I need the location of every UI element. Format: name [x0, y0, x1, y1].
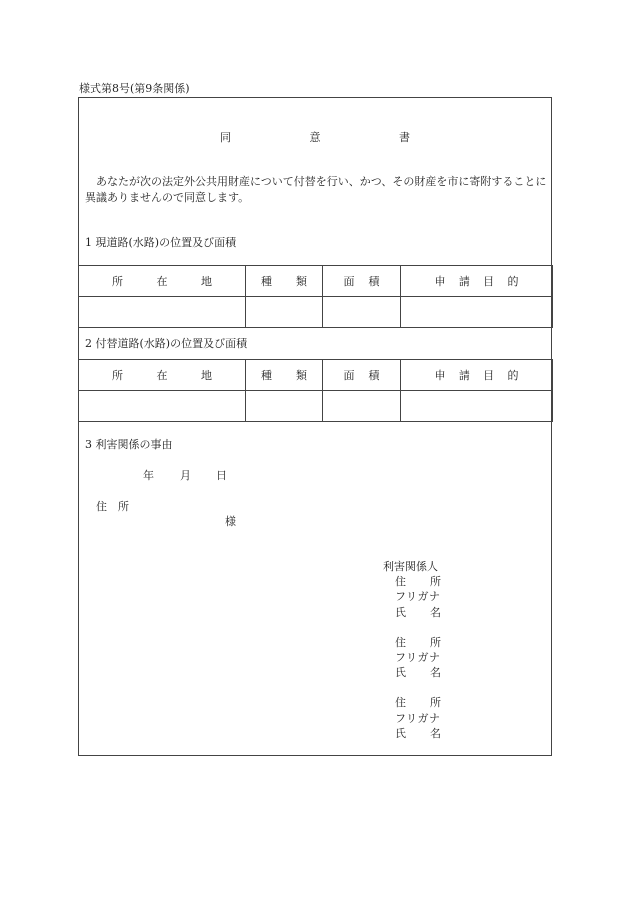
kind-cell[interactable]: [246, 391, 323, 422]
table-row: [79, 391, 553, 422]
purpose-cell[interactable]: [401, 297, 553, 328]
area-cell[interactable]: [323, 391, 401, 422]
interested-party-label: 利害関係人: [383, 560, 438, 573]
header-kind: 種 類: [246, 266, 323, 297]
document-title: [79, 131, 551, 145]
replacement-road-table: [78, 359, 553, 422]
kind-cell[interactable]: [246, 297, 323, 328]
party-2-name-label: 氏 名: [395, 666, 441, 680]
party-1-furigana-label: フリガナ: [395, 590, 441, 604]
header-area: 面 積: [323, 266, 401, 297]
header-location: 所 在 地: [79, 360, 246, 391]
table-header-row: [79, 360, 553, 391]
header-location: 所 在 地: [79, 266, 246, 297]
area-cell[interactable]: [323, 297, 401, 328]
date-day-label: 日: [216, 469, 227, 482]
date-year-label: 年: [143, 469, 154, 482]
title-char: 書: [399, 131, 410, 144]
party-3-furigana-label: フリガナ: [395, 711, 441, 725]
section-1-label: 1 現道路(水路)の位置及び面積: [85, 236, 237, 249]
party-1-name-label: 氏 名: [395, 605, 441, 619]
consent-statement: あなたが次の法定外公共用財産について付替を行い、かつ、その財産を市に寄附することに異議ありませんので同意します。: [85, 175, 547, 204]
table-row: [79, 297, 553, 328]
header-purpose: 申 請 目 的: [401, 266, 553, 297]
interested-parties-block: [383, 559, 441, 741]
purpose-cell[interactable]: [401, 391, 553, 422]
location-cell[interactable]: [79, 297, 246, 328]
header-purpose: 申 請 目 的: [401, 360, 553, 391]
party-3-address-label: 住 所: [395, 696, 441, 710]
location-cell[interactable]: [79, 391, 246, 422]
title-char: 意: [309, 131, 321, 144]
table-header-row: [79, 266, 553, 297]
party-3-name-label: 氏 名: [395, 726, 441, 740]
section-2-label: 2 付替道路(水路)の位置及び面積: [85, 337, 248, 350]
header-area: 面 積: [323, 360, 401, 391]
party-2-furigana-label: フリガナ: [395, 651, 441, 665]
title-char: 同: [220, 131, 231, 144]
honorific-sama: 様: [225, 515, 236, 528]
date-month-label: 月: [180, 469, 191, 482]
form-number: 様式第8号(第9条関係): [79, 82, 190, 95]
section-3-label: 3 利害関係の事由: [85, 438, 173, 451]
recipient-address-label: 住 所: [96, 500, 129, 513]
form-frame: [78, 97, 552, 756]
current-road-table: [78, 265, 553, 328]
party-1-address-label: 住 所: [395, 575, 441, 589]
header-kind: 種 類: [246, 360, 323, 391]
party-2-address-label: 住 所: [395, 635, 441, 649]
